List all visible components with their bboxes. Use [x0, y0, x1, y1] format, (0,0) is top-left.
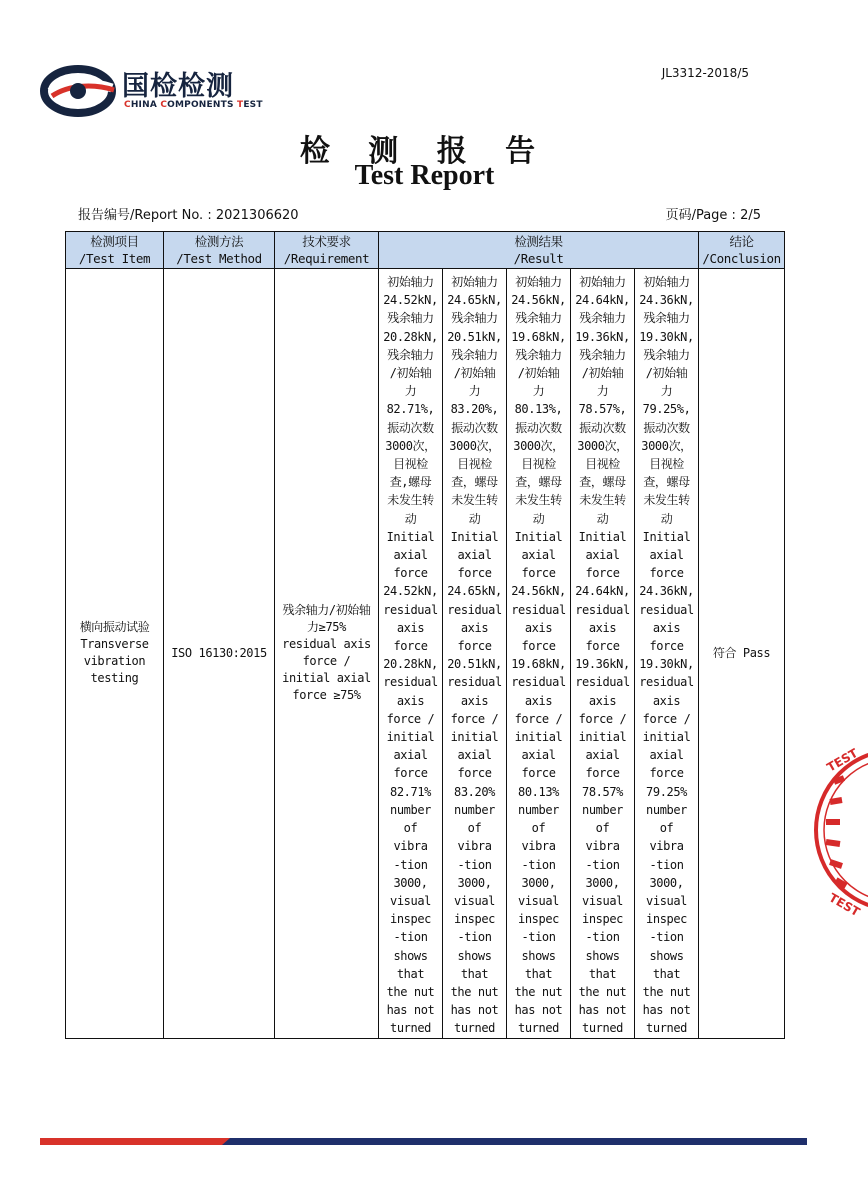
title-en: Test Report — [354, 160, 495, 191]
svg-text:TEST: TEST — [824, 745, 861, 775]
cell-result-4: 初始轴力 24.64kN, 残余轴力 19.36kN, 残余轴力 /初始轴 力 78.57%, 振动次数 3000次， 目视检 查，螺母 未发生转 动 Initial axial force 24.64kN, residual axis force 19.36kN, residual axis force / initial axial force 78.57% number of vibra -tion 3000, visual inspec -tion shows that the nut has not turned — [571, 269, 635, 1039]
header-test-method: 检测方法 /Test Method — [164, 232, 275, 269]
cell-test-item: 横向振动试验 Transverse vibration testing — [66, 269, 164, 1039]
header-result: 检测结果 /Result — [379, 232, 699, 269]
report-number: 报告编号/Report No. : 2021306620 — [78, 208, 299, 223]
cell-requirement: 残余轴力/初始轴力≥75% residual axis force / initial axial force ≥75% — [275, 269, 379, 1039]
svg-text:TEST: TEST — [826, 890, 863, 920]
header-requirement: 技术要求 /Requirement — [275, 232, 379, 269]
footer-bar-divider — [40, 1138, 807, 1145]
header-test-item: 检测项目 /Test Item — [66, 232, 164, 269]
cell-test-method: ISO 16130:2015 — [164, 269, 275, 1039]
official-seal-icon — [808, 742, 868, 920]
logo-text-en: CHINA COMPONENTS TEST — [124, 100, 263, 110]
table-header-row — [66, 232, 785, 269]
document-code: JL3312-2018/5 — [661, 66, 749, 80]
logo-text-cn: 国检检测 — [122, 71, 234, 102]
cell-conclusion: 符合 Pass — [699, 269, 785, 1039]
cell-result-1: 初始轴力 24.52kN, 残余轴力 20.28kN, 残余轴力 /初始轴 力 82.71%, 振动次数 3000次， 目视检 查,螺母 未发生转 动 Initial axial force 24.52kN, residual axis force 20.28kN, residual axis force / initial axial force 82.71% number of vibra -tion 3000, visual inspec -tion shows that the nut has not turned — [379, 269, 443, 1039]
header-conclusion: 结论 /Conclusion — [699, 232, 785, 269]
cell-result-2: 初始轴力 24.65kN, 残余轴力 20.51kN, 残余轴力 /初始轴 力 83.20%, 振动次数 3000次， 目视检 查，螺母 未发生转 动 Initial axial force 24.65kN, residual axis force 20.51kN, residual axis force / initial axial force 83.20% number of vibra -tion 3000, visual inspec -tion shows that the nut has not turned — [443, 269, 507, 1039]
cell-result-3: 初始轴力 24.56kN, 残余轴力 19.68kN, 残余轴力 /初始轴 力 80.13%, 振动次数 3000次， 目视检 查，螺母 未发生转 动 Initial axial force 24.56kN, residual axis force 19.68kN, residual axis force / initial axial force 80.13% number of vibra -tion 3000, visual inspec -tion shows that the nut has not turned — [507, 269, 571, 1039]
cell-result-5: 初始轴力 24.36kN, 残余轴力 19.30kN, 残余轴力 /初始轴 力 79.25%, 振动次数 3000次， 目视检 查，螺母 未发生转 动 Initial axial force 24.36kN, residual axis force 19.30kN, residual axis force / initial axial force 79.25% number of vibra -tion 3000, visual inspec -tion shows that the nut has not turned — [635, 269, 699, 1039]
table-row — [66, 269, 785, 1039]
page-number: 页码/Page : 2/5 — [665, 208, 761, 223]
title-cn: 检 测 报 告 — [299, 134, 550, 169]
test-results-table — [65, 231, 785, 1039]
